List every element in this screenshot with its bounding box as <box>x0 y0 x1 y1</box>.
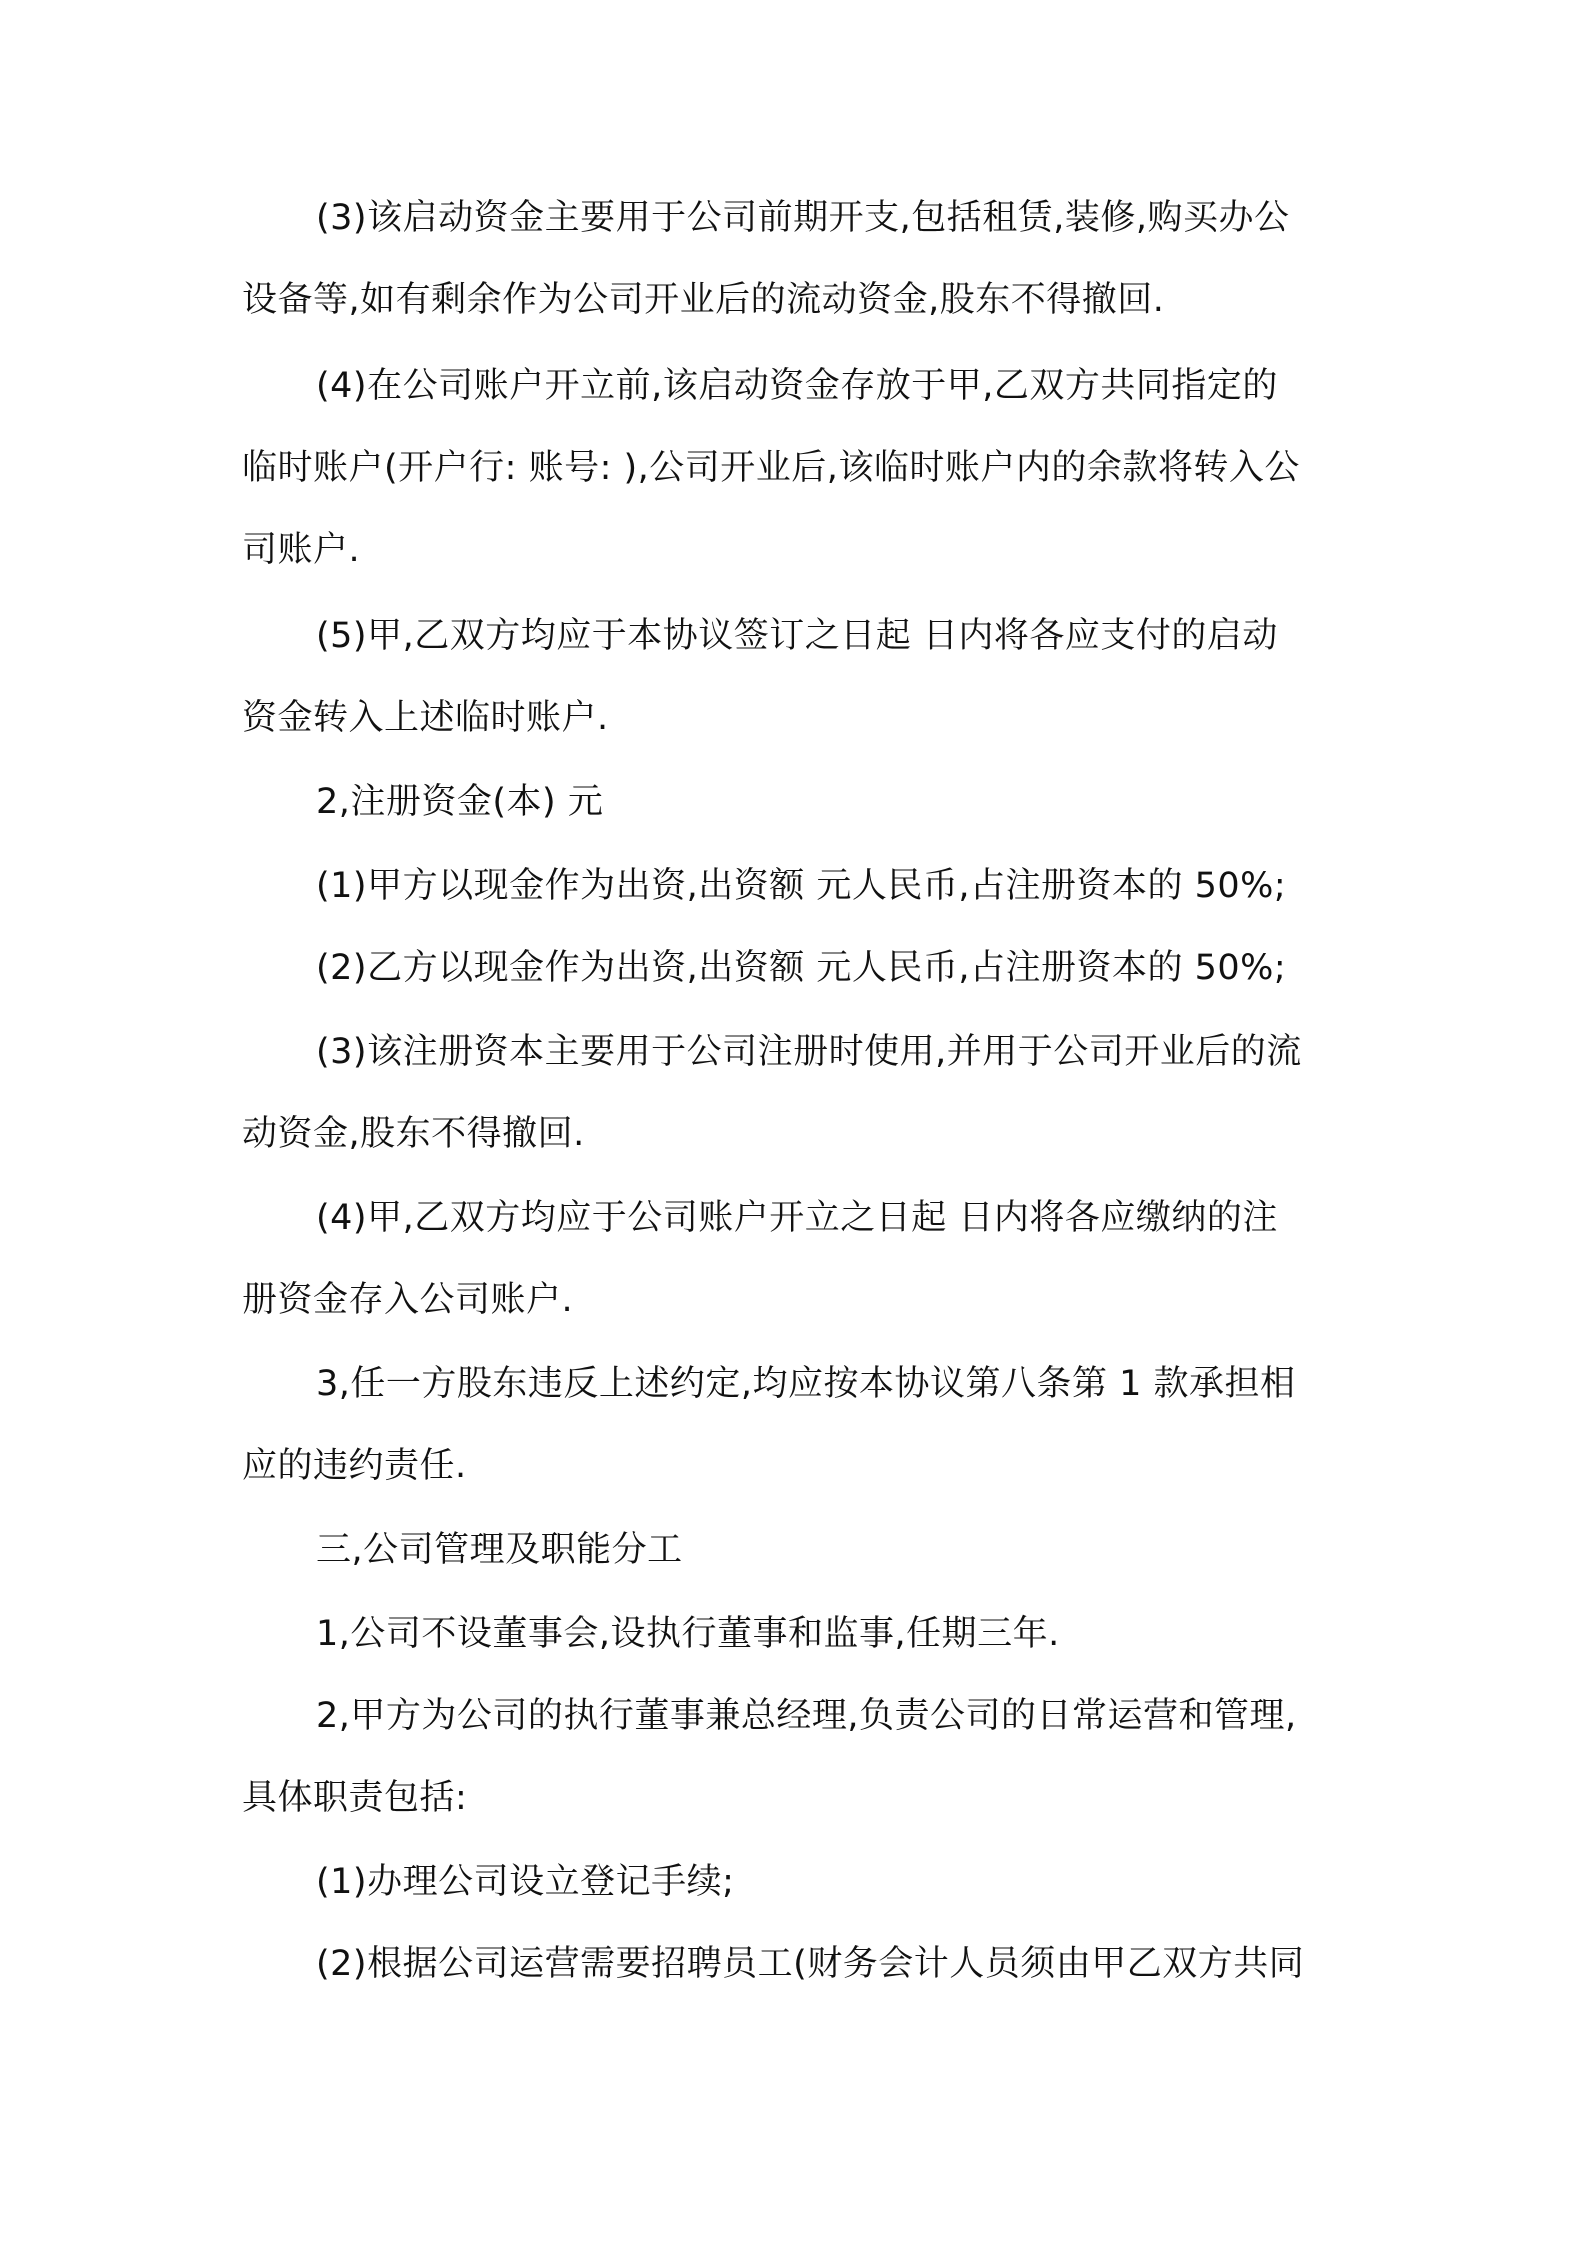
text-line: 临时账户(开户行: 账号: ),公司开业后,该临时账户内的余款将转入公 <box>242 448 1300 488</box>
text-line: (2)根据公司运营需要招聘员工(财务会计人员须由甲乙双方共同 <box>316 1944 1305 1984</box>
text-line: (5)甲,乙双方均应于本协议签订之日起 日内将各应支付的启动 <box>316 616 1278 656</box>
text-line: (3)该注册资本主要用于公司注册时使用,并用于公司开业后的流 <box>316 1032 1302 1072</box>
text-line: 动资金,股东不得撤回. <box>242 1114 585 1154</box>
text-line: (4)甲,乙双方均应于公司账户开立之日起 日内将各应缴纳的注 <box>316 1198 1278 1238</box>
text-line: (1)甲方以现金作为出资,出资额 元人民币,占注册资本的 50%; <box>316 866 1287 906</box>
text-line: (3)该启动资金主要用于公司前期开支,包括租赁,装修,购买办公 <box>316 198 1290 238</box>
text-line: 设备等,如有剩余作为公司开业后的流动资金,股东不得撤回. <box>242 280 1165 320</box>
text-line: 应的违约责任. <box>242 1446 467 1486</box>
section-heading: 三,公司管理及职能分工 <box>316 1530 683 1570</box>
text-line: (4)在公司账户开立前,该启动资金存放于甲,乙双方共同指定的 <box>316 366 1278 406</box>
text-line: 1,公司不设董事会,设执行董事和监事,任期三年. <box>316 1614 1060 1654</box>
text-line: 3,任一方股东违反上述约定,均应按本协议第八条第 1 款承担相 <box>316 1364 1296 1404</box>
text-line: (2)乙方以现金作为出资,出资额 元人民币,占注册资本的 50%; <box>316 948 1287 988</box>
text-line: 册资金存入公司账户. <box>242 1280 574 1320</box>
text-line: 2,甲方为公司的执行董事兼总经理,负责公司的日常运营和管理, <box>316 1696 1297 1736</box>
text-line: (1)办理公司设立登记手续; <box>316 1862 735 1902</box>
text-line: 司账户. <box>242 530 361 570</box>
text-line: 具体职责包括: <box>242 1778 468 1818</box>
section-heading: 2,注册资金(本) 元 <box>316 782 604 822</box>
text-line: 资金转入上述临时账户. <box>242 698 609 738</box>
